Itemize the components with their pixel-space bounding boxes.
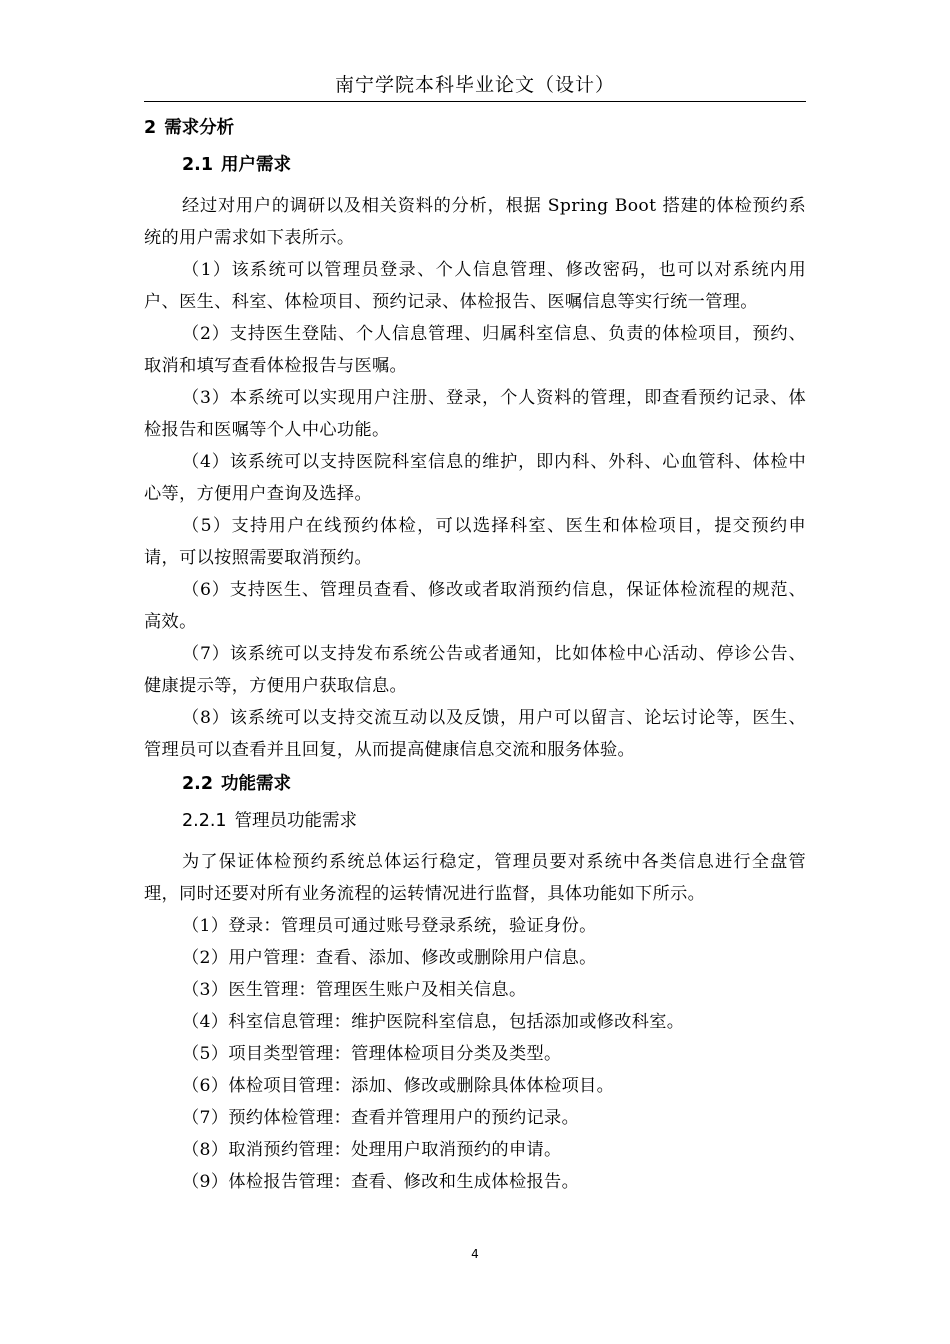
list-item-admin-function: （9）体检报告管理：查看、修改和生成体检报告。: [182, 1172, 580, 1192]
list-item-admin-function: （3）医生管理：管理医生账户及相关信息。: [182, 980, 527, 1000]
subsection-number: 2.2: [182, 774, 214, 794]
list-item-admin-function: （5）项目类型管理：管理体检项目分类及类型。: [182, 1044, 562, 1064]
header-rule: [144, 101, 806, 102]
paragraph-user-requirements-intro: 经过对用户的调研以及相关资料的分析，根据 Spring Boot 搭建的体检预约系统的用户需求如下表所示。: [144, 196, 806, 248]
subsection-title: 用户需求: [221, 155, 292, 175]
page-number: 4: [471, 1247, 479, 1261]
subsection-number: 2.1: [182, 155, 214, 175]
paragraph-user-requirement-6: （6）支持医生、管理员查看、修改或者取消预约信息，保证体检流程的规范、高效。: [144, 580, 806, 632]
subsection-heading-user-requirements: [144, 147, 806, 184]
list-item-admin-function: （6）体检项目管理：添加、修改或删除具体体检项目。: [182, 1076, 615, 1096]
section-number: 2: [144, 118, 157, 138]
paragraph-user-requirement-1: （1）该系统可以管理员登录、个人信息管理、修改密码，也可以对系统内用户、医生、科室、体检项目、预约记录、体检报告、医嘱信息等实行统一管理。: [144, 260, 806, 312]
paragraph-user-requirement-3: （3）本系统可以实现用户注册、登录，个人资料的管理，即查看预约记录、体检报告和医嘱等个人中心功能。: [144, 388, 806, 440]
paragraph-user-requirement-4: （4）该系统可以支持医院科室信息的维护，即内科、外科、心血管科、体检中心等，方便用户查询及选择。: [144, 452, 806, 504]
paragraph-user-requirement-2: （2）支持医生登陆、个人信息管理、归属科室信息、负责的体检项目，预约、取消和填写查看体检报告与医嘱。: [144, 324, 806, 376]
subsubsection-number: 2.2.1: [182, 811, 227, 831]
running-header: 南宁学院本科毕业论文（设计）: [334, 74, 615, 96]
subsubsection-title: 管理员功能需求: [234, 811, 358, 831]
section-heading: [144, 110, 806, 147]
paragraph-admin-requirements-intro: 为了保证体检预约系统总体运行稳定，管理员要对系统中各类信息进行全盘管理，同时还要对所有业务流程的运转情况进行监督，具体功能如下所示。: [144, 852, 806, 904]
page-content: [144, 110, 806, 1198]
list-item-admin-function: （2）用户管理：查看、添加、修改或删除用户信息。: [182, 948, 597, 968]
list-item-admin-function: （7）预约体检管理：查看并管理用户的预约记录。: [182, 1108, 580, 1128]
list-item-admin-function: （1）登录：管理员可通过账号登录系统，验证身份。: [182, 916, 597, 936]
subsection-title: 功能需求: [221, 774, 292, 794]
paragraph-user-requirement-5: （5）支持用户在线预约体检，可以选择科室、医生和体检项目，提交预约申请，可以按照需要取消预约。: [144, 516, 806, 568]
list-item-admin-function: （8）取消预约管理：处理用户取消预约的申请。: [182, 1140, 562, 1160]
paragraph-user-requirement-8: （8）该系统可以支持交流互动以及反馈，用户可以留言、论坛讨论等，医生、管理员可以查看并且回复，从而提高健康信息交流和服务体验。: [144, 708, 806, 760]
paragraph-user-requirement-7: （7）该系统可以支持发布系统公告或者通知，比如体检中心活动、停诊公告、健康提示等，方便用户获取信息。: [144, 644, 806, 696]
list-item-admin-function: （4）科室信息管理：维护医院科室信息，包括添加或修改科室。: [182, 1012, 685, 1032]
section-title: 需求分析: [164, 118, 235, 138]
subsection-heading-functional-requirements: [144, 766, 806, 803]
subsubsection-heading-admin-requirements: [144, 803, 806, 840]
